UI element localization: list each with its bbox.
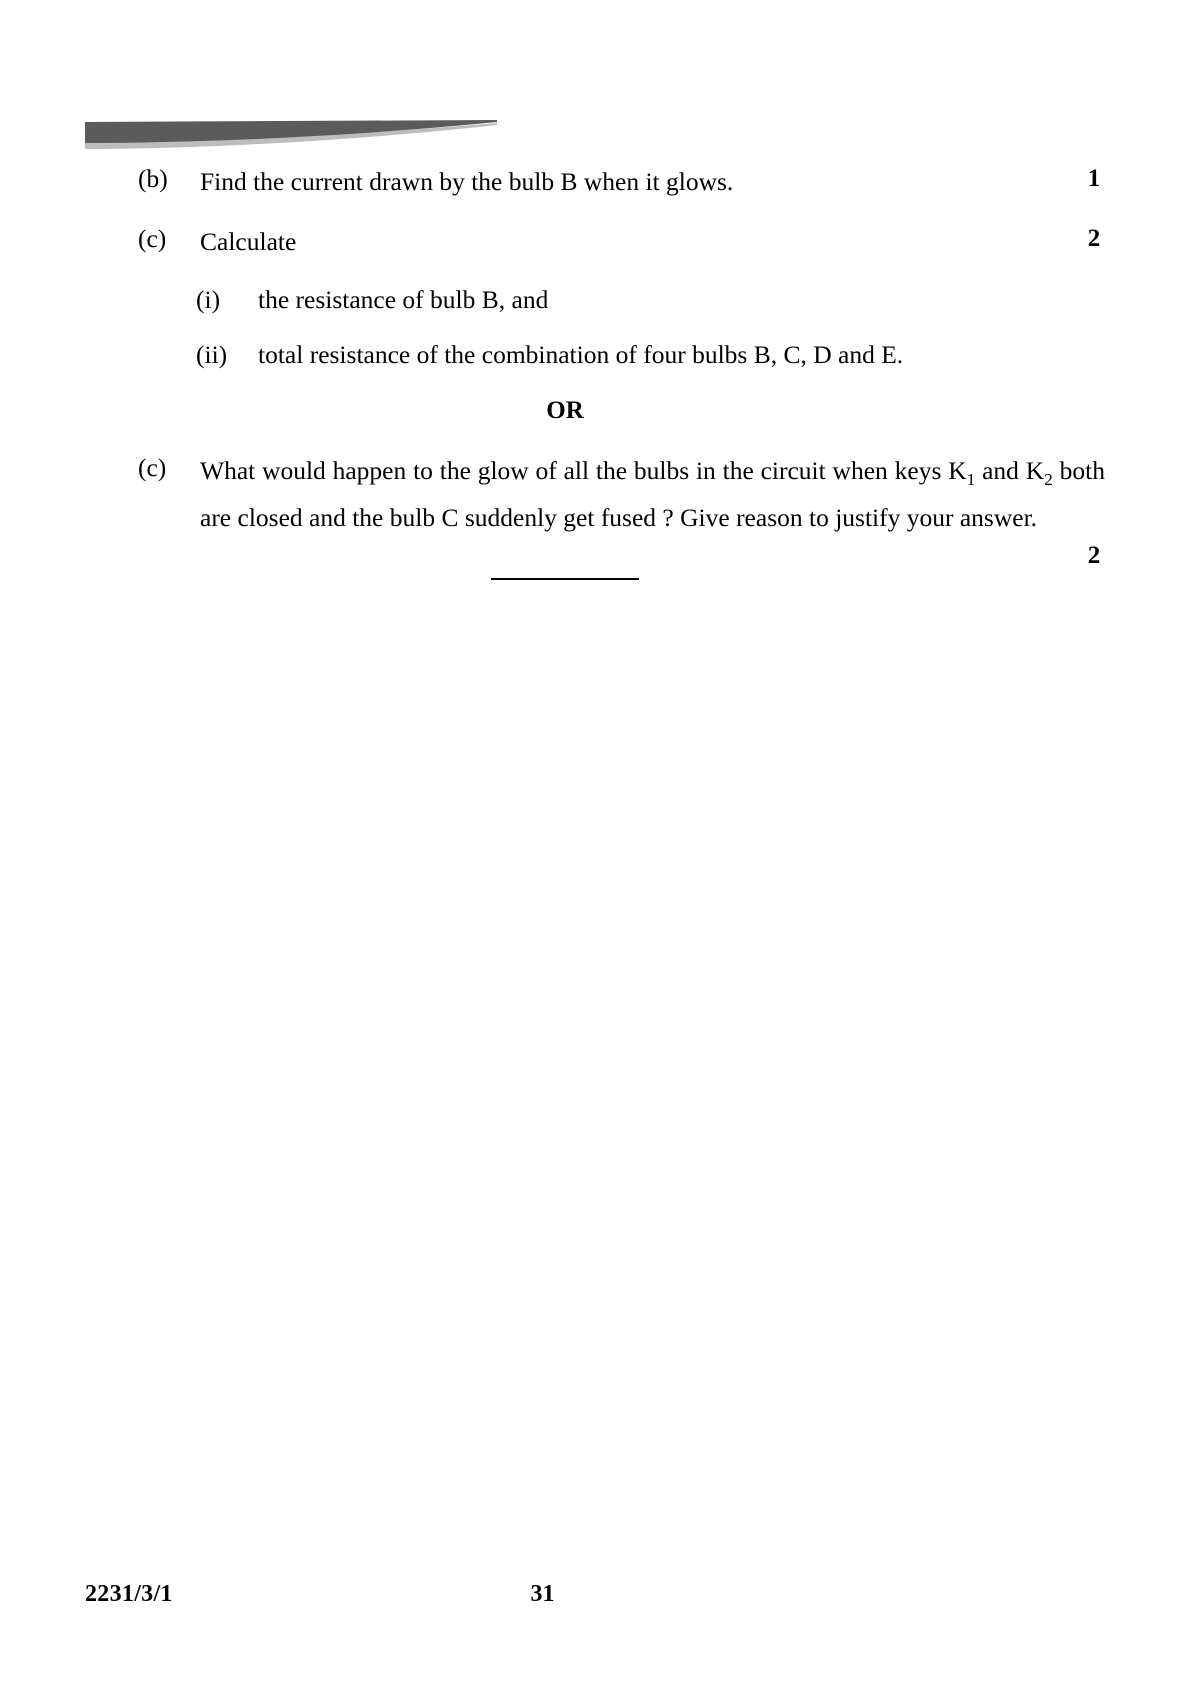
question-text: Find the current drawn by the bulb B when it glows.: [200, 167, 734, 196]
question-item-b: [0, 160, 1190, 204]
tapering-wedge-icon: [85, 119, 497, 151]
key-1-subscript: 1: [966, 469, 976, 489]
sub-item-text: total resistance of the combination of four bulbs B, C, D and E.: [258, 340, 904, 369]
sub-item-marker: (ii): [196, 340, 228, 369]
sub-item-i: [0, 280, 1190, 320]
paper-code: 2231/3/1: [85, 1581, 173, 1607]
key-2-subscript: 2: [1044, 469, 1053, 489]
alt-line-3: Give reason to justify your answer.: [680, 503, 1038, 532]
question-marker: (b): [138, 164, 168, 193]
alt-line-1: What would happen to the glow of all the bulbs in the circuit when: [200, 456, 888, 485]
alt-line-2-suffix: both are closed and the bulb C suddenly get fused ?: [200, 456, 1106, 532]
page-number: 31: [530, 1581, 555, 1607]
sub-item-ii: [0, 335, 1190, 375]
question-item-c: [0, 220, 1190, 264]
question-marker: (c): [138, 453, 167, 482]
page-footer: [0, 1563, 1190, 1683]
question-text: Calculate: [200, 227, 297, 256]
sub-item-marker: (i): [196, 285, 221, 314]
sub-item-text: the resistance of bulb B, and: [258, 285, 549, 314]
section-end-rule: [0, 570, 1190, 588]
alt-line-2-middle: and K: [975, 456, 1045, 485]
question-marks: 1: [1087, 165, 1101, 192]
question-marker: (c): [138, 224, 167, 253]
alt-line-2-prefix: keys K: [894, 456, 967, 485]
or-separator: OR: [546, 397, 584, 424]
question-body: [0, 160, 1190, 588]
alternate-question-item-c: [0, 449, 1190, 569]
question-marks: 2: [1087, 225, 1101, 252]
question-text: [200, 449, 1105, 540]
horizontal-rule: [491, 578, 639, 580]
question-marks: 2: [1087, 542, 1101, 569]
